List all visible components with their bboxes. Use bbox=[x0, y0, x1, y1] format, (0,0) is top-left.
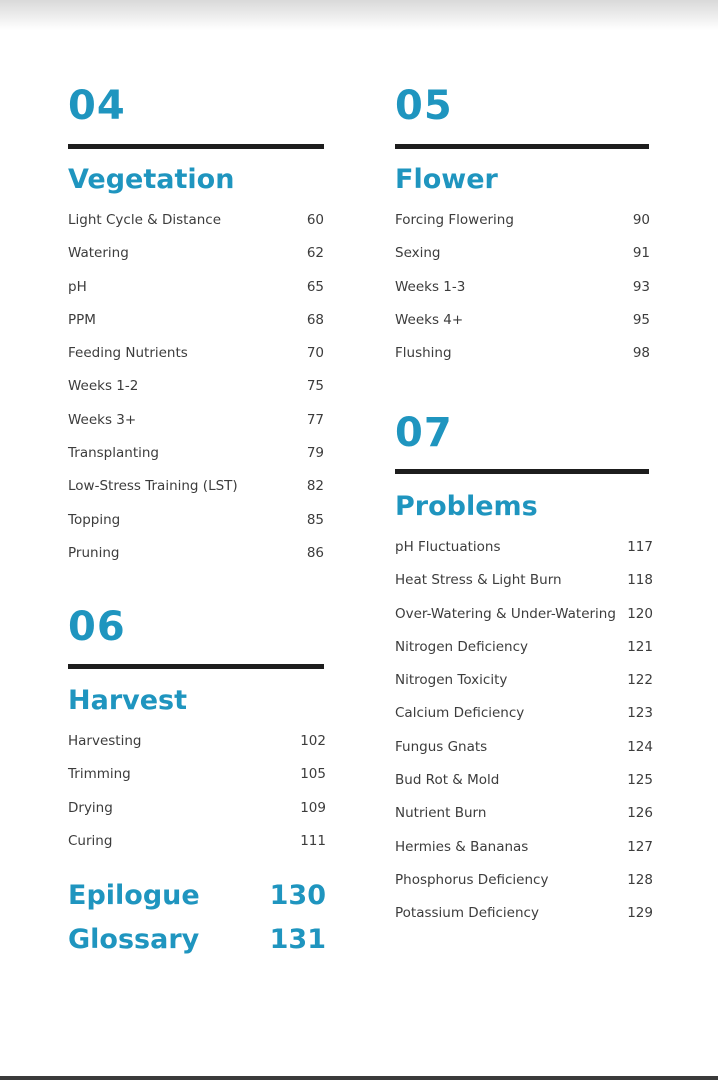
toc-entry bbox=[395, 905, 653, 938]
entry-label: Trimming bbox=[68, 766, 131, 783]
toc-entry bbox=[68, 800, 326, 833]
section-number: 06 bbox=[68, 604, 126, 650]
entry-page: 118 bbox=[627, 572, 653, 589]
entry-page: 126 bbox=[627, 805, 653, 822]
toc-entry bbox=[395, 572, 653, 605]
entry-label: Sexing bbox=[395, 245, 441, 262]
entry-page: 123 bbox=[627, 705, 653, 722]
section-rule bbox=[68, 664, 324, 669]
toc-entry bbox=[68, 345, 324, 378]
toc-entry bbox=[68, 512, 324, 545]
entry-label: Weeks 1-2 bbox=[68, 378, 139, 395]
entry-page: 86 bbox=[306, 544, 324, 561]
entry-page: 102 bbox=[300, 733, 326, 749]
entry-page: 125 bbox=[627, 772, 653, 789]
section-05 bbox=[395, 83, 650, 362]
entry-page: 98 bbox=[632, 345, 650, 362]
entry-label: Light Cycle & Distance bbox=[68, 212, 222, 228]
entry-page: 95 bbox=[632, 311, 650, 328]
entry-page: 70 bbox=[306, 345, 324, 362]
entry-page: 93 bbox=[632, 278, 650, 295]
entry-label: Nitrogen Toxicity bbox=[395, 672, 508, 689]
section-number: 07 bbox=[395, 410, 453, 456]
epilogue-label: Epilogue bbox=[68, 880, 200, 911]
toc-entry bbox=[68, 545, 324, 578]
entry-page: 105 bbox=[300, 766, 326, 783]
toc-entry bbox=[68, 412, 324, 445]
entry-label: Drying bbox=[68, 799, 113, 816]
section-rule bbox=[395, 469, 649, 474]
toc-entry bbox=[68, 766, 326, 799]
section-04 bbox=[68, 83, 326, 561]
entry-label: Fungus Gnats bbox=[395, 738, 488, 755]
entry-label: Calcium Deficiency bbox=[395, 705, 525, 722]
bottom-edge bbox=[0, 1076, 718, 1080]
toc-entry bbox=[68, 212, 324, 245]
toc-entry bbox=[395, 805, 653, 838]
entry-label: Harvesting bbox=[68, 733, 142, 749]
epilogue-entry bbox=[68, 876, 326, 916]
entry-label: Bud Rot & Mold bbox=[395, 772, 500, 789]
section-07 bbox=[395, 410, 653, 922]
entry-page: 75 bbox=[306, 378, 324, 395]
entry-label: Pruning bbox=[68, 544, 120, 561]
toc-entry bbox=[395, 639, 653, 672]
entry-page: 79 bbox=[306, 445, 324, 462]
entry-page: 60 bbox=[306, 212, 324, 228]
entry-label: Feeding Nutrients bbox=[68, 345, 188, 362]
entry-label: Phosphorus Deficiency bbox=[395, 871, 549, 888]
section-title: Problems bbox=[395, 491, 538, 522]
entry-page: 82 bbox=[306, 478, 324, 495]
section-rule bbox=[395, 144, 649, 149]
epilogue-page: 130 bbox=[269, 880, 326, 911]
section-06 bbox=[68, 604, 326, 849]
entry-label: Flushing bbox=[395, 345, 452, 362]
toc-entry bbox=[68, 478, 324, 511]
entry-label: Weeks 4+ bbox=[395, 311, 464, 328]
entry-page: 65 bbox=[306, 278, 324, 295]
entry-label: Hermies & Bananas bbox=[395, 838, 529, 855]
section-title: Harvest bbox=[68, 685, 188, 716]
entry-page: 109 bbox=[300, 799, 326, 816]
glossary-entry bbox=[68, 920, 326, 960]
section-number: 04 bbox=[68, 83, 126, 129]
entry-page: 85 bbox=[306, 511, 324, 528]
entry-list bbox=[395, 212, 650, 378]
toc-entry bbox=[68, 245, 324, 278]
entry-page: 122 bbox=[627, 672, 653, 689]
toc-entry bbox=[68, 312, 324, 345]
toc-entry bbox=[395, 739, 653, 772]
entry-page: 121 bbox=[627, 638, 653, 655]
entry-list bbox=[395, 539, 653, 939]
entry-label: Topping bbox=[68, 511, 121, 528]
entry-list bbox=[68, 212, 324, 578]
toc-entry bbox=[395, 345, 650, 378]
entry-label: Watering bbox=[68, 245, 129, 262]
entry-label: Heat Stress & Light Burn bbox=[395, 572, 562, 589]
toc-entry bbox=[395, 539, 653, 572]
entry-page: 62 bbox=[306, 245, 324, 262]
entry-page: 117 bbox=[627, 539, 653, 555]
entry-label: Low-Stress Training (LST) bbox=[68, 478, 238, 495]
entry-page: 129 bbox=[627, 905, 653, 922]
entry-label: Over-Watering & Under-Watering bbox=[395, 605, 616, 622]
glossary-page: 131 bbox=[269, 924, 326, 955]
toc-entry bbox=[395, 606, 653, 639]
toc-entry bbox=[68, 279, 324, 312]
entry-label: Nutrient Burn bbox=[395, 805, 487, 822]
toc-entry bbox=[395, 279, 650, 312]
toc-entry bbox=[395, 312, 650, 345]
toc-entry bbox=[68, 833, 326, 866]
entry-page: 124 bbox=[627, 738, 653, 755]
entry-label: Transplanting bbox=[68, 445, 159, 462]
toc-entry bbox=[395, 872, 653, 905]
section-title: Flower bbox=[395, 164, 498, 195]
entry-label: PPM bbox=[68, 311, 96, 328]
entry-list bbox=[68, 733, 326, 866]
entry-page: 128 bbox=[627, 871, 653, 888]
entry-label: Nitrogen Deficiency bbox=[395, 638, 529, 655]
entry-label: pH bbox=[68, 278, 87, 295]
entry-page: 127 bbox=[627, 838, 653, 855]
section-number: 05 bbox=[395, 83, 453, 129]
section-rule bbox=[68, 144, 324, 149]
toc-entry bbox=[68, 378, 324, 411]
entry-label: Potassium Deficiency bbox=[395, 905, 539, 922]
toc-entry bbox=[68, 445, 324, 478]
toc-entry bbox=[395, 839, 653, 872]
toc-entry bbox=[395, 245, 650, 278]
toc-entry bbox=[68, 733, 326, 766]
entry-page: 90 bbox=[632, 212, 650, 228]
entry-page: 77 bbox=[306, 411, 324, 428]
entry-label: Curing bbox=[68, 832, 113, 849]
entry-label: Weeks 3+ bbox=[68, 411, 137, 428]
section-title: Vegetation bbox=[68, 164, 235, 195]
entry-page: 68 bbox=[306, 311, 324, 328]
entry-label: Forcing Flowering bbox=[395, 212, 514, 228]
toc-entry bbox=[395, 672, 653, 705]
glossary-label: Glossary bbox=[68, 924, 200, 955]
toc-entry bbox=[395, 705, 653, 738]
entry-label: Weeks 1-3 bbox=[395, 278, 466, 295]
toc-entry bbox=[395, 772, 653, 805]
entry-page: 91 bbox=[632, 245, 650, 262]
entry-label: pH Fluctuations bbox=[395, 539, 501, 555]
entry-page: 111 bbox=[300, 832, 326, 849]
entry-page: 120 bbox=[627, 605, 653, 622]
toc-entry bbox=[395, 212, 650, 245]
